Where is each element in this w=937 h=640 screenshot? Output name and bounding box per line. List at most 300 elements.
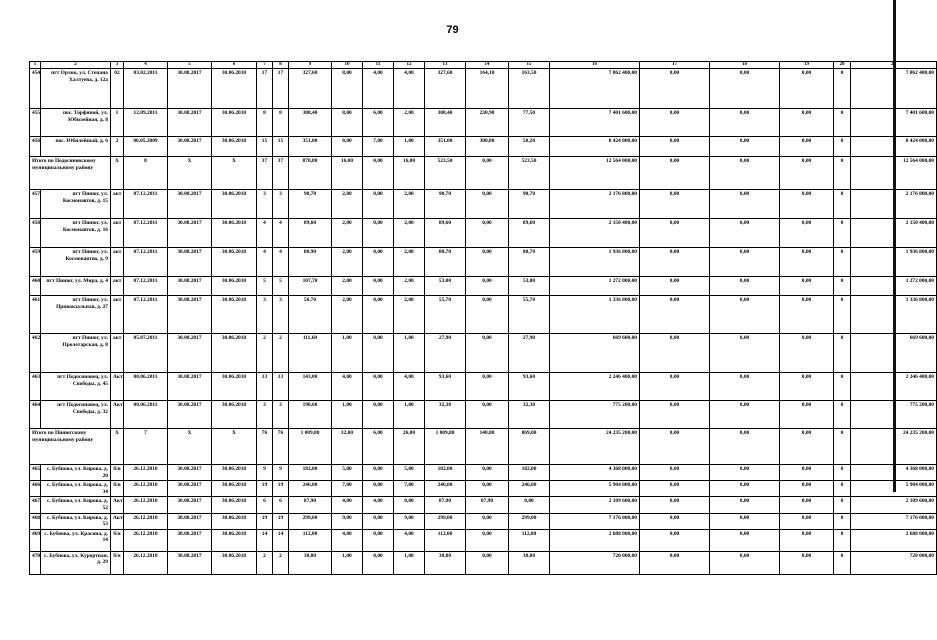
table-cell: 8 424 000,00 [851, 137, 937, 157]
table-cell: 80,70 [425, 248, 466, 277]
subtotal-cell: 8 [124, 157, 168, 190]
subtotal-cell: 37 [257, 157, 273, 190]
table-cell: 1,00 [332, 551, 363, 574]
table-cell: 0,00 [363, 529, 394, 551]
table-cell: 4,00 [332, 373, 363, 401]
table-cell: 0,00 [363, 296, 394, 334]
table-cell: 0,00 [363, 248, 394, 277]
table-cell: 0,00 [466, 296, 509, 334]
table-cell: 2,00 [394, 296, 425, 334]
table-row [30, 334, 937, 373]
table-cell: 0 [834, 190, 851, 219]
table-cell: 4,00 [363, 69, 394, 109]
table-cell: 0,00 [363, 373, 394, 401]
table-cell: 7 401 600,00 [851, 109, 937, 137]
table-cell: 467 [30, 497, 41, 513]
subtotal-cell: 37 [273, 157, 289, 190]
table-cell: 0,00 [640, 248, 710, 277]
table-cell: 0 [834, 219, 851, 248]
column-number-12: 12 [394, 62, 425, 69]
column-number-11: 11 [363, 62, 394, 69]
table-cell: 1 272 000,00 [550, 277, 640, 296]
table-cell: 464 [30, 401, 41, 429]
table-cell: 7,00 [394, 481, 425, 497]
table-cell: 164,10 [466, 69, 509, 109]
column-number-1: 1 [30, 62, 41, 69]
subtotal-cell: 0,00 [466, 157, 509, 190]
table-cell: 30.06.2018 [212, 551, 257, 574]
table-cell: б/н [111, 529, 124, 551]
table-cell: 30.06.2018 [212, 497, 257, 513]
table-cell: 0,00 [710, 551, 780, 574]
subtotal-cell: X [168, 157, 212, 190]
table-cell: 0 [834, 248, 851, 277]
column-number-10: 10 [332, 62, 363, 69]
table-row [30, 497, 937, 513]
address-cell: с. Бубнова, ул. Кирова, д. 53 [41, 513, 111, 529]
table-row [30, 551, 937, 574]
table-cell: 2,00 [332, 248, 363, 277]
table-cell: 1 336 800,00 [550, 296, 640, 334]
table-cell: 0,00 [780, 277, 834, 296]
subtotal-cell: 12 564 000,00 [550, 157, 640, 190]
column-number-8: 8 [273, 62, 289, 69]
table-cell: 1,00 [394, 401, 425, 429]
table-cell: 3 [273, 401, 289, 429]
table-cell: 30.06.2018 [212, 190, 257, 219]
subtotal-cell: 140,80 [466, 429, 509, 465]
table-cell: 12.09.2011 [124, 109, 168, 137]
table-cell: 246,00 [289, 481, 332, 497]
table-cell: 03.02.2011 [124, 69, 168, 109]
table-cell: 2,00 [332, 190, 363, 219]
table-cell: 327,60 [425, 69, 466, 109]
table-cell: 26.12.2010 [124, 497, 168, 513]
subtotal-cell: 869,00 [509, 429, 550, 465]
table-cell: 9 [273, 465, 289, 481]
table-cell: 0,00 [394, 497, 425, 513]
table-cell: 0,00 [466, 513, 509, 529]
table-cell: 30.08.2017 [168, 248, 212, 277]
table-cell: 77,50 [509, 109, 550, 137]
table-row [30, 373, 937, 401]
table-cell: 1,00 [394, 334, 425, 373]
address-cell: пгт Подосиновец, ул. Свободы, д. 32 [41, 401, 111, 429]
table-cell: 107,70 [289, 277, 332, 296]
table-cell: 30.08.2017 [168, 465, 212, 481]
table-cell: 30.08.2017 [168, 296, 212, 334]
table-cell: 53,00 [425, 277, 466, 296]
table-cell: 30.06.2018 [212, 296, 257, 334]
table-cell: Акт [111, 401, 124, 429]
table-cell: 0,00 [640, 497, 710, 513]
table-cell: 457 [30, 190, 41, 219]
table-cell: 93,60 [425, 373, 466, 401]
table-cell: 19 [273, 481, 289, 497]
address-cell: пгт Орлок, ул. Степана Халтуева, д. 12а [41, 69, 111, 109]
table-cell: 112,00 [425, 529, 466, 551]
table-cell: 9 [257, 465, 273, 481]
table-cell: 4 368 000,00 [851, 465, 937, 481]
table-cell: 0,00 [466, 219, 509, 248]
table-cell: 455 [30, 109, 41, 137]
table-cell: 56,70 [289, 296, 332, 334]
column-number-2: 2 [41, 62, 111, 69]
table-cell: 460 [30, 277, 41, 296]
table-cell: 0,00 [363, 190, 394, 219]
table-cell: 775 200,00 [550, 401, 640, 429]
subtotal-cell: 7 [124, 429, 168, 465]
table-cell: 0,00 [466, 277, 509, 296]
subtotal-cell: 0,00 [363, 157, 394, 190]
housing-table [29, 61, 937, 575]
table-cell: 0,00 [363, 513, 394, 529]
address-cell: пгт Пинюг, ул. Космонавтов, д. 16 [41, 219, 111, 248]
table-cell: 0,00 [780, 551, 834, 574]
column-number-9: 9 [289, 62, 332, 69]
table-cell: 0 [834, 481, 851, 497]
subtotal-cell: 12 564 000,00 [851, 157, 937, 190]
table-cell: 0,00 [363, 277, 394, 296]
table-cell: 0,00 [780, 296, 834, 334]
table-cell: 0,00 [780, 190, 834, 219]
table-cell: 2 246 400,00 [851, 373, 937, 401]
table-cell: 0 [834, 497, 851, 513]
table-row [30, 277, 937, 296]
table-cell: 0,00 [710, 529, 780, 551]
table-cell: 0 [834, 69, 851, 109]
table-cell: 14 [257, 529, 273, 551]
table-row [30, 219, 937, 248]
table-cell: 470 [30, 551, 41, 574]
table-cell: 3 [257, 296, 273, 334]
table-cell: 7 401 600,00 [550, 109, 640, 137]
table-cell: 351,00 [289, 137, 332, 157]
table-cell: 0 [834, 551, 851, 574]
address-cell: пгт Пинюг, ул. Мира, д. 4 [41, 277, 111, 296]
address-cell: пос. Юбилейный, д. 6 [41, 137, 111, 157]
table-row [30, 481, 937, 497]
table-cell: 4 [273, 219, 289, 248]
table-cell: 4 [273, 248, 289, 277]
table-cell: 4,00 [363, 497, 394, 513]
address-cell: с. Бубнова, ул. Курортная, д. 29 [41, 551, 111, 574]
table-row [30, 137, 937, 157]
table-cell: 6 [257, 497, 273, 513]
table-cell: 0,00 [780, 513, 834, 529]
table-cell: 1 272 000,00 [851, 277, 937, 296]
column-number-20: 20 [834, 62, 851, 69]
table-cell: 8,00 [332, 69, 363, 109]
table-cell: 0,00 [363, 401, 394, 429]
table-cell: 2 688 000,00 [851, 529, 937, 551]
table-cell: 06.05.2009 [124, 137, 168, 157]
table-cell: 26.12.2010 [124, 551, 168, 574]
column-number-16: 16 [550, 62, 640, 69]
table-cell: 08.06.2011 [124, 373, 168, 401]
table-cell: 0,00 [780, 373, 834, 401]
subtotal-cell: 76 [273, 429, 289, 465]
subtotal-cell: 0,00 [640, 157, 710, 190]
subtotal-cell: 1 009,80 [289, 429, 332, 465]
table-cell: 30.08.2017 [168, 69, 212, 109]
subtotal-cell: 0,00 [780, 429, 834, 465]
table-cell: 2 [257, 334, 273, 373]
table-cell: 0,00 [640, 529, 710, 551]
table-cell: Акт [111, 513, 124, 529]
subtotal-row [30, 429, 937, 465]
table-cell: 7 176 000,00 [851, 513, 937, 529]
table-cell: 1,00 [394, 551, 425, 574]
table-cell: 27,90 [509, 334, 550, 373]
table-cell: 0,00 [466, 248, 509, 277]
address-cell: пгт Пинюг, ул. Космонавтов, д. 15 [41, 190, 111, 219]
column-number-5: 5 [168, 62, 212, 69]
table-cell: 2 150 400,00 [851, 219, 937, 248]
table-cell: 30.08.2017 [168, 219, 212, 248]
table-cell: 30.06.2018 [212, 248, 257, 277]
table-cell: 0,00 [710, 69, 780, 109]
table-cell: 9,00 [394, 513, 425, 529]
table-cell: 30.06.2018 [212, 481, 257, 497]
table-cell: 8,00 [332, 137, 363, 157]
table-cell: 182,00 [509, 465, 550, 481]
table-cell: Акт [111, 497, 124, 513]
table-cell: 2 688 000,00 [550, 529, 640, 551]
subtotal-cell: 32,00 [332, 429, 363, 465]
table-cell: 0,00 [640, 296, 710, 334]
table-cell: 8 [273, 109, 289, 137]
table-cell: 454 [30, 69, 41, 109]
table-cell: 182,00 [289, 465, 332, 481]
table-cell: 30,00 [425, 551, 466, 574]
table-cell: 4 368 000,00 [550, 465, 640, 481]
subtotal-cell: 16,00 [332, 157, 363, 190]
table-cell: 775 200,00 [851, 401, 937, 429]
table-cell: 0,00 [466, 529, 509, 551]
table-cell: 27,90 [425, 334, 466, 373]
table-cell: 8,00 [332, 109, 363, 137]
table-cell: 30.06.2018 [212, 334, 257, 373]
table-cell: 308,40 [425, 109, 466, 137]
address-cell: с. Бубнова, ул. Кирова, д. 20 [41, 465, 111, 481]
table-cell: 50,20 [509, 137, 550, 157]
table-cell: 0,00 [710, 497, 780, 513]
table-cell: 0,00 [466, 551, 509, 574]
table-cell: 26.12.2010 [124, 513, 168, 529]
column-number-3: 3 [111, 62, 124, 69]
table-cell: 89,60 [289, 219, 332, 248]
subtotal-cell: 76 [257, 429, 273, 465]
table-cell: б/н [111, 551, 124, 574]
table-cell: 13 [273, 373, 289, 401]
address-cell: пгт Пинюг, ул. Привокзальная, д. 27 [41, 296, 111, 334]
table-cell: 2 176 800,00 [550, 190, 640, 219]
table-cell: 2 176 800,00 [851, 190, 937, 219]
table-cell: 0 [834, 109, 851, 137]
table-cell: 30.08.2017 [168, 190, 212, 219]
table-cell: акт [111, 190, 124, 219]
table-cell: 4,00 [394, 529, 425, 551]
table-cell: 0,00 [640, 69, 710, 109]
table-cell: 0,00 [780, 248, 834, 277]
table-cell: 0,00 [710, 513, 780, 529]
column-number-13: 13 [425, 62, 466, 69]
table-cell: 7 862 400,00 [550, 69, 640, 109]
table-cell: 0,00 [466, 465, 509, 481]
table-cell: 0,00 [710, 296, 780, 334]
table-cell: 0,00 [710, 465, 780, 481]
table-row [30, 248, 937, 277]
table-cell: 07.12.2011 [124, 277, 168, 296]
subtotal-cell: 523,50 [425, 157, 466, 190]
table-cell: 05.07.2011 [124, 334, 168, 373]
subtotal-cell: 1 009,80 [425, 429, 466, 465]
column-number-14: 14 [466, 62, 509, 69]
table-cell: 7,00 [363, 137, 394, 157]
table-cell: 5 904 000,00 [550, 481, 640, 497]
table-cell: 299,00 [425, 513, 466, 529]
table-cell: 0,00 [710, 219, 780, 248]
table-cell: 89,60 [425, 219, 466, 248]
subtotal-cell: X [168, 429, 212, 465]
table-cell: 0,00 [640, 481, 710, 497]
table-cell: 0,00 [466, 373, 509, 401]
table-cell: 0,00 [466, 401, 509, 429]
table-cell: 143,00 [289, 373, 332, 401]
table-cell: 19 [257, 481, 273, 497]
table-cell: 468 [30, 513, 41, 529]
table-cell: 0,00 [710, 109, 780, 137]
table-cell: 17 [257, 69, 273, 109]
address-cell: пос. Торфяной, ул. Юбилейная, д. 8 [41, 109, 111, 137]
table-cell: 0,00 [509, 497, 550, 513]
table-cell: 32,30 [509, 401, 550, 429]
table-cell: 0,00 [780, 137, 834, 157]
table-cell: 30.08.2017 [168, 373, 212, 401]
table-cell: 1,00 [394, 137, 425, 157]
subtotal-cell: 24 235 200,00 [851, 429, 937, 465]
table-cell: 163,50 [509, 69, 550, 109]
subtotal-cell: 0,00 [710, 429, 780, 465]
table-cell: 0,00 [466, 334, 509, 373]
table-cell: 30.08.2017 [168, 497, 212, 513]
table-cell: 30.06.2018 [212, 109, 257, 137]
table-cell: 0,00 [780, 529, 834, 551]
table-cell: 26.12.2010 [124, 465, 168, 481]
table-cell: 456 [30, 137, 41, 157]
table-cell: 0,00 [363, 465, 394, 481]
table-cell: 30.08.2017 [168, 277, 212, 296]
table-cell: 26.12.2010 [124, 529, 168, 551]
table-cell: 0,00 [710, 401, 780, 429]
address-cell: пгт Пинюг, ул. Космонавтов, д. 9 [41, 248, 111, 277]
table-cell: 0,00 [640, 465, 710, 481]
table-cell: 30.06.2018 [212, 219, 257, 248]
table-cell: 463 [30, 373, 41, 401]
subtotal-cell: 16,00 [394, 157, 425, 190]
table-cell: 80,70 [509, 248, 550, 277]
table-cell: акт [111, 248, 124, 277]
table-cell: 0,00 [780, 334, 834, 373]
table-cell: 0,00 [780, 219, 834, 248]
table-cell: 4 [257, 219, 273, 248]
table-cell: 30.06.2018 [212, 513, 257, 529]
table-cell: 0 [834, 401, 851, 429]
table-cell: 87,90 [425, 497, 466, 513]
table-row [30, 401, 937, 429]
table-cell: 6,00 [363, 109, 394, 137]
table-cell: 90,70 [425, 190, 466, 219]
table-cell: 26.12.2010 [124, 481, 168, 497]
table-cell: 0,00 [710, 277, 780, 296]
table-cell: 465 [30, 465, 41, 481]
table-cell: 15 [273, 137, 289, 157]
table-cell: 246,00 [425, 481, 466, 497]
table-cell: 9,00 [332, 513, 363, 529]
table-cell: 15 [257, 137, 273, 157]
table-cell: 80,90 [289, 248, 332, 277]
table-cell: 0,00 [780, 481, 834, 497]
table-cell: 2 [257, 551, 273, 574]
table-cell: 07.12.2011 [124, 219, 168, 248]
table-row [30, 513, 937, 529]
table-cell: 93,60 [509, 373, 550, 401]
table-cell: 14 [273, 529, 289, 551]
column-number-row [30, 62, 937, 69]
table-cell: б/н [111, 465, 124, 481]
column-number-6: 6 [212, 62, 257, 69]
subtotal-cell: X [111, 429, 124, 465]
table-cell: 459 [30, 248, 41, 277]
table-cell: 1 936 800,00 [550, 248, 640, 277]
table-cell: 0,00 [640, 277, 710, 296]
table-cell: 0 [834, 334, 851, 373]
table-cell: 112,00 [289, 529, 332, 551]
table-cell: 7,00 [332, 481, 363, 497]
subtotal-cell: 0 [834, 157, 851, 190]
table-cell: 30.08.2017 [168, 109, 212, 137]
subtotal-cell: X [212, 157, 257, 190]
table-cell: 3 [273, 190, 289, 219]
table-cell: 0,00 [640, 137, 710, 157]
table-cell: 07.12.2011 [124, 190, 168, 219]
table-row [30, 69, 937, 109]
table-cell: 19 [257, 513, 273, 529]
table-row [30, 190, 937, 219]
table-cell: 90,70 [289, 190, 332, 219]
table-cell: 89,60 [509, 219, 550, 248]
table-cell: 2,00 [394, 109, 425, 137]
table-cell: 87,90 [289, 497, 332, 513]
table-cell: 0 [834, 373, 851, 401]
table-cell: 300,80 [466, 137, 509, 157]
table-cell: 30.08.2017 [168, 334, 212, 373]
table-cell: 0,00 [710, 137, 780, 157]
table-cell: 5 [273, 277, 289, 296]
table-cell: 469 [30, 529, 41, 551]
table-cell: 2 150 400,00 [550, 219, 640, 248]
table-cell: 0,00 [780, 465, 834, 481]
table-cell: акт [111, 219, 124, 248]
table-cell: 111,60 [289, 334, 332, 373]
table-cell: 308,40 [289, 109, 332, 137]
table-cell: 0 [834, 277, 851, 296]
table-cell: 0,00 [640, 190, 710, 219]
table-cell: 0,00 [780, 69, 834, 109]
table-cell: 4,00 [394, 373, 425, 401]
table-cell: 2,00 [394, 277, 425, 296]
